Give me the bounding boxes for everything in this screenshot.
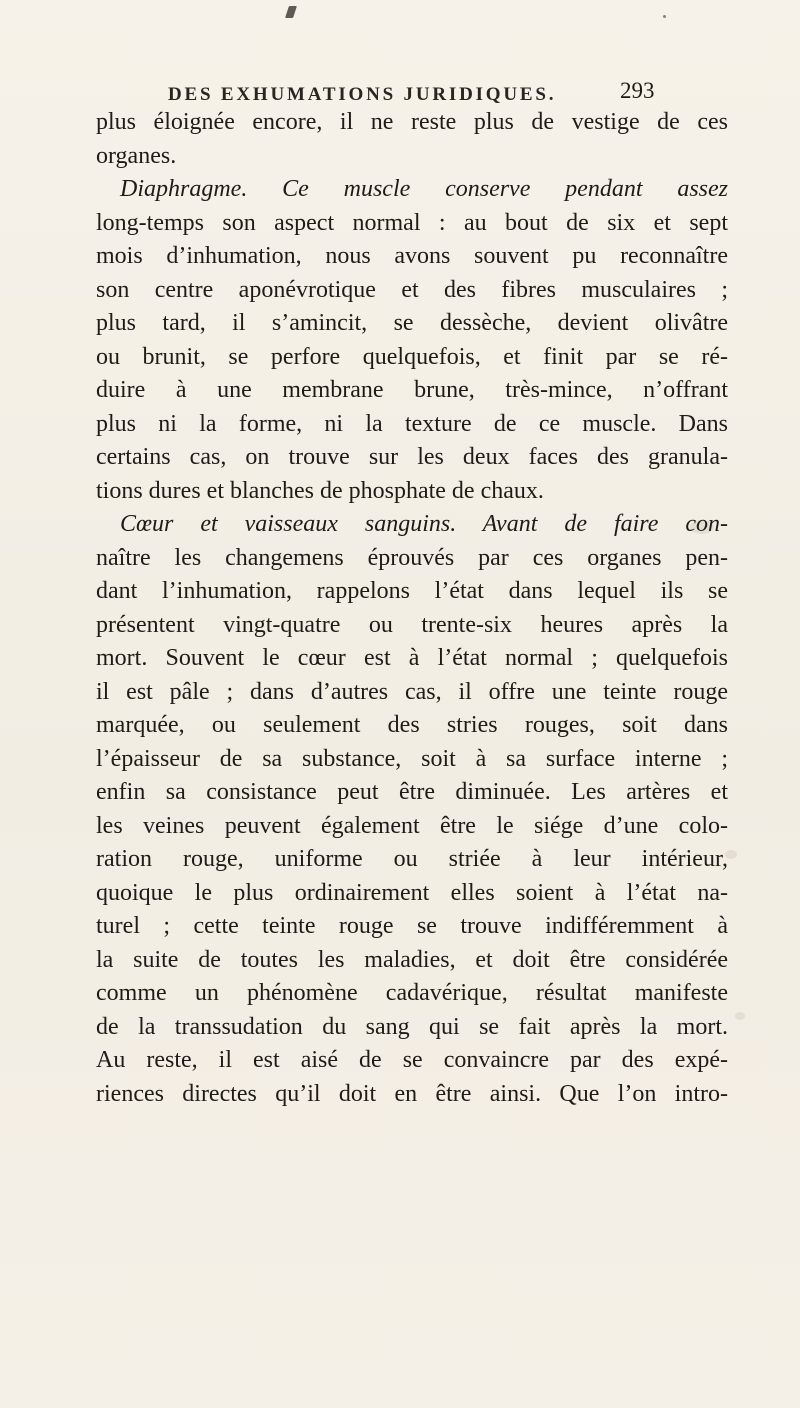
text-line: long-temps son aspect normal : au bout de six et sept (96, 209, 728, 236)
ink-mark (285, 6, 297, 18)
text-line: organes. (96, 142, 177, 169)
text-line: plus ni la forme, ni la texture de ce muscle. Dans (96, 410, 728, 437)
page-number: 293 (620, 78, 655, 103)
text-line: plus éloignée encore, il ne reste plus de vestige de ces (96, 109, 728, 135)
text-line: l’épaisseur de sa substance, soit à sa surface interne ; (96, 745, 728, 772)
section-heading-line (96, 173, 728, 207)
text-line: les veines peuvent également être le siége d’une colo- (96, 812, 728, 839)
text-line: présentent vingt-quatre ou trente-six heures après la (96, 611, 728, 638)
text-line: plus tard, il s’amincit, se dessèche, devient olivâtre (96, 310, 728, 336)
italic-run: Cœur et vaisseaux sanguins. Avant de faire con- (120, 511, 728, 537)
text-line: naître les changemens éprouvés par ces organes pen- (96, 544, 728, 571)
paper-stain (735, 1012, 745, 1020)
text-line: ration rouge, uniforme ou striée à leur intérieur, (96, 846, 728, 872)
text-line: marquée, ou seulement des stries rouges, soit dans (96, 712, 728, 738)
text-line: tions dures et blanches de phosphate de chaux. (96, 477, 544, 504)
text-line: il est pâle ; dans d’autres cas, il offre une teinte rouge (96, 678, 728, 705)
text-line: son centre aponévrotique et des fibres musculaires ; (96, 276, 728, 303)
text-line: de la transsudation du sang qui se fait après la mort. (96, 1013, 728, 1040)
running-title: DES EXHUMATIONS JURIDIQUES. (168, 84, 557, 105)
text-line: duire à une membrane brune, très-mince, n’offrant (96, 377, 728, 403)
text-line: mois d’inhumation, nous avons souvent pu reconnaître (96, 243, 728, 269)
text-line: enfin sa consistance peut être diminuée. Les artères et (96, 779, 728, 805)
text-line: certains cas, on trouve sur les deux faces des granula- (96, 444, 728, 470)
text-line: mort. Souvent le cœur est à l’état normal ; quelquefois (96, 645, 728, 671)
text-line: ou brunit, se perfore quelquefois, et finit par se ré- (96, 343, 728, 370)
text-line: dant l’inhumation, rappelons l’état dans lequel ils se (96, 578, 728, 604)
text-line: turel ; cette teinte rouge se trouve indifféremment à (96, 913, 728, 939)
text-line: la suite de toutes les maladies, et doit être considérée (96, 946, 728, 973)
text-line: comme un phénomène cadavérique, résultat manifeste (96, 980, 728, 1006)
text-line: riences directes qu’il doit en être ainsi. Que l’on intro- (96, 1080, 728, 1107)
section-heading-line (96, 508, 728, 542)
text-line: Au reste, il est aisé de se convaincre par des expé- (96, 1047, 728, 1073)
italic-run: Diaphragme. Ce muscle conserve pendant assez (120, 176, 728, 202)
ink-dot (663, 15, 666, 18)
page-body (96, 106, 728, 1111)
text-line: quoique le plus ordinairement elles soient à l’état na- (96, 879, 728, 906)
